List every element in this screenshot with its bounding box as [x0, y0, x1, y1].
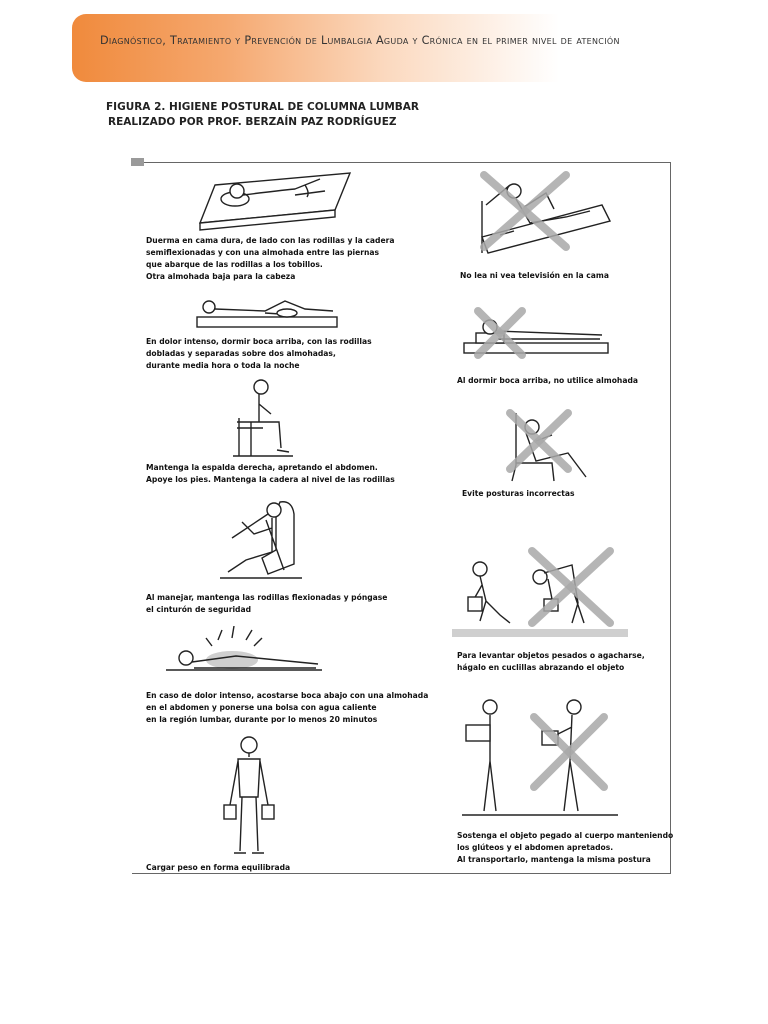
caption-holding-object: Sostenga el objeto pegado al cuerpo manteniendo los glúteos y el abdomen apretados. Al transportarlo, mantenga la misma postura [457, 831, 674, 864]
caption-reading-in-bed: No lea ni vea televisión en la cama [460, 271, 609, 280]
figure-title-line-1: FIGURA 2. HIGIENE POSTURAL DE COLUMNA LUMBAR [106, 101, 420, 113]
caption-incorrect-posture: Evite posturas incorrectas [462, 489, 575, 498]
side-sleeping-illustration [195, 165, 355, 231]
caption-balanced-load: Cargar peso en forma equilibrada [146, 863, 291, 872]
header-band [72, 14, 768, 82]
driving-posture-illustration [218, 494, 304, 584]
supine-with-pillow-wrong-illustration [462, 305, 610, 359]
caption-driving-posture: Al manejar, mantenga las rodillas flexionadas y póngase el cinturón de seguridad [146, 593, 388, 614]
reading-in-bed-wrong-illustration [470, 165, 616, 257]
figure-title-line-2: REALIZADO POR PROF. BERZAÍN PAZ RODRÍGUEZ [108, 116, 397, 128]
frame-marker [131, 158, 144, 166]
incorrect-posture-illustration [502, 405, 600, 485]
supine-knees-bent-illustration [195, 293, 343, 333]
caption-lifting-objects: Para levantar objetos pesados o agacharse, hágalo en cuclillas abrazando el objeto [457, 651, 645, 672]
lifting-objects-illustration [452, 543, 628, 639]
caption-side-sleeping: Duerma en cama dura, de lado con las rodillas y la cadera semiflexionadas y con una almohada entre las piernas que abarque de las rodillas a los tobillos. Otra almohada baja para la cabeza [146, 236, 395, 281]
balanced-load-carrying-illustration [220, 733, 278, 863]
caption-no-pillow: Al dormir boca arriba, no utilice almohada [457, 376, 639, 385]
prone-with-pillow-illustration [146, 626, 326, 676]
document-header-title: Diagnóstico, Tratamiento y Prevención de Lumbalgia Aguda y Crónica en el primer nivel de atención [100, 34, 620, 47]
caption-correct-sitting: Mantenga la espalda derecha, apretando el abdomen. Apoye los pies. Mantenga la cadera al nivel de las rodillas [146, 463, 395, 484]
figure-title [106, 100, 419, 130]
caption-prone-with-pillow: En caso de dolor intenso, acostarse boca abajo con una almohada en el abdomen y ponerse una bolsa con agua caliente en la región lumbar, durante por lo menos 20 minutos [146, 691, 429, 724]
caption-supine-knees-bent: En dolor intenso, dormir boca arriba, con las rodillas dobladas y separadas sobre dos almohadas, durante media hora o toda la noche [146, 337, 372, 370]
correct-sitting-illustration [233, 378, 295, 460]
holding-object-illustration [462, 695, 618, 821]
